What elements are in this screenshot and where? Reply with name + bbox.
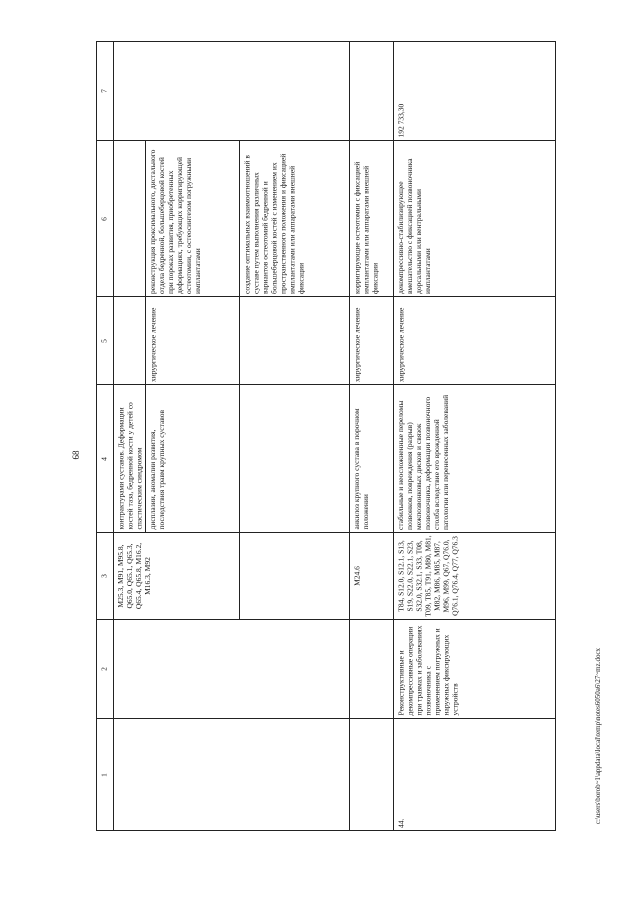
row-m24-col-6 — [349, 140, 394, 297]
row-m24-col-2 — [349, 619, 394, 719]
row-m24-code: M24.6 — [352, 566, 361, 586]
row-prev-treatment: хирургическое лечение — [148, 307, 157, 382]
row-prev-col-5-empty — [239, 296, 350, 385]
row-44-codes: T84, S12.0, S12.1, S13, S19, S22.0, S22.1, S23, S32.0, S32.1, S33, T08, T09, T85, T91, M80, M81, M82, M86, M85, M87, M96, M99, Q67, Q76.0, Q76.1, Q76.4, Q77, Q76.3 — [396, 535, 459, 617]
header-cell-7 — [96, 41, 114, 141]
header-6-label: 6 — [99, 216, 108, 221]
row-m24-treatment: хирургическое лечение — [352, 307, 361, 382]
row-44-col-6 — [393, 140, 556, 297]
row-44-method: декомпрессивно-стабилизирующее вмешательство с фиксацией позвоночника дорсальными или вентральными имплантатами — [396, 157, 432, 294]
row-prev-col-6-top — [113, 140, 146, 297]
header-5-label: 5 — [99, 338, 108, 343]
header-7-label: 7 — [99, 89, 108, 93]
row-m24-method: корригирующие остеотомии с фиксацией имплантатами или аппаратами внешней фиксации — [352, 161, 379, 294]
row-prev-diagnosis-top: контрактурами суставов. Деформации костей таза, бедренной кости у детей со спастическим синдромом — [116, 401, 143, 529]
row-prev-method-a: реконструкция проксимального, дистального отдела бедренной, большеберцовой костей при пороках развития, приобретенных деформациях, требующих корригирующей остеотомии, с остеосинтезом погружными имплантатами — [148, 149, 202, 294]
header-1-label: 1 — [99, 772, 108, 777]
row-prev-method-b: создание оптимальных взаимоотношений в суставе путем выполнения различных вариантов остеотомий бедренной и большеберцовой костей с изменением их пространственного положения и фиксацией имплантатами или аппаратами внешней фиксации — [242, 153, 305, 294]
row-prev-col-6-a — [145, 140, 240, 297]
row-44-col-2 — [393, 619, 556, 719]
row-44-cost: 192 733,30 — [396, 103, 405, 138]
header-cell-5 — [96, 296, 114, 385]
row-44-col-5 — [393, 296, 556, 385]
footer-file-path: c:\users\borob~1\appdata\local\temp\notes6050a6\27~mz.docx — [594, 647, 602, 825]
row-prev-codes: M25.3, M91, M95.8, Q65.0, Q65.1, Q65.3, Q65.4, Q65.8, M16.2, M16.3, M92 — [116, 542, 152, 610]
row-m24-col-4 — [349, 384, 394, 533]
header-2-label: 2 — [99, 667, 108, 671]
row-prev-col-1 — [113, 718, 350, 831]
header-cell-4 — [96, 384, 114, 533]
row-44-diagnosis: стабильные и неосложненные переломы позвонков, повреждения (разрыв) межпозвонковых дисков и связок позвоночника, деформации позвоночного столба вследствие его врожденной патологии или перенесенных заболеваний — [396, 394, 450, 530]
row-m24-col-3 — [349, 532, 394, 620]
row-44-treatment: хирургическое лечение — [396, 307, 405, 382]
header-cell-6 — [96, 140, 114, 297]
row-prev-col-2 — [113, 619, 350, 719]
row-prev-col-7 — [113, 41, 350, 141]
row-m24-col-7 — [349, 41, 394, 141]
page-number: 68 — [71, 450, 81, 460]
row-prev-col-6-b — [239, 140, 350, 297]
row-44-col-3 — [393, 532, 556, 620]
row-prev-col-5 — [145, 296, 240, 385]
header-cell-3 — [96, 532, 114, 620]
row-44-number: 44. — [396, 818, 405, 828]
row-m24-col-1 — [349, 718, 394, 831]
row-m24-col-5 — [349, 296, 394, 385]
row-prev-col-3 — [113, 532, 240, 620]
header-4-label: 4 — [99, 456, 108, 461]
row-prev-col-4-top — [113, 384, 146, 533]
header-cell-1 — [96, 718, 114, 831]
row-44-col-7 — [393, 41, 556, 141]
header-cell-2 — [96, 619, 114, 719]
row-prev-col-4-bottom — [145, 384, 240, 533]
row-44-col-4 — [393, 384, 556, 533]
row-44-operation-name: Реконструктивные и декомпрессивные операции при травмах и заболеваниях позвоночника с применением погружных и наружных фиксирующих устройств — [396, 625, 459, 716]
row-prev-col-4-empty — [239, 384, 350, 533]
row-m24-diagnosis: анкилоз крупного сустава в порочном положении — [352, 408, 370, 529]
header-3-label: 3 — [99, 574, 108, 578]
row-44-col-1 — [393, 718, 556, 831]
row-prev-diagnosis-bottom: дисплазии, аномалии развития, последствия травм крупных суставов — [148, 409, 166, 529]
row-prev-col-5-top — [113, 296, 146, 385]
